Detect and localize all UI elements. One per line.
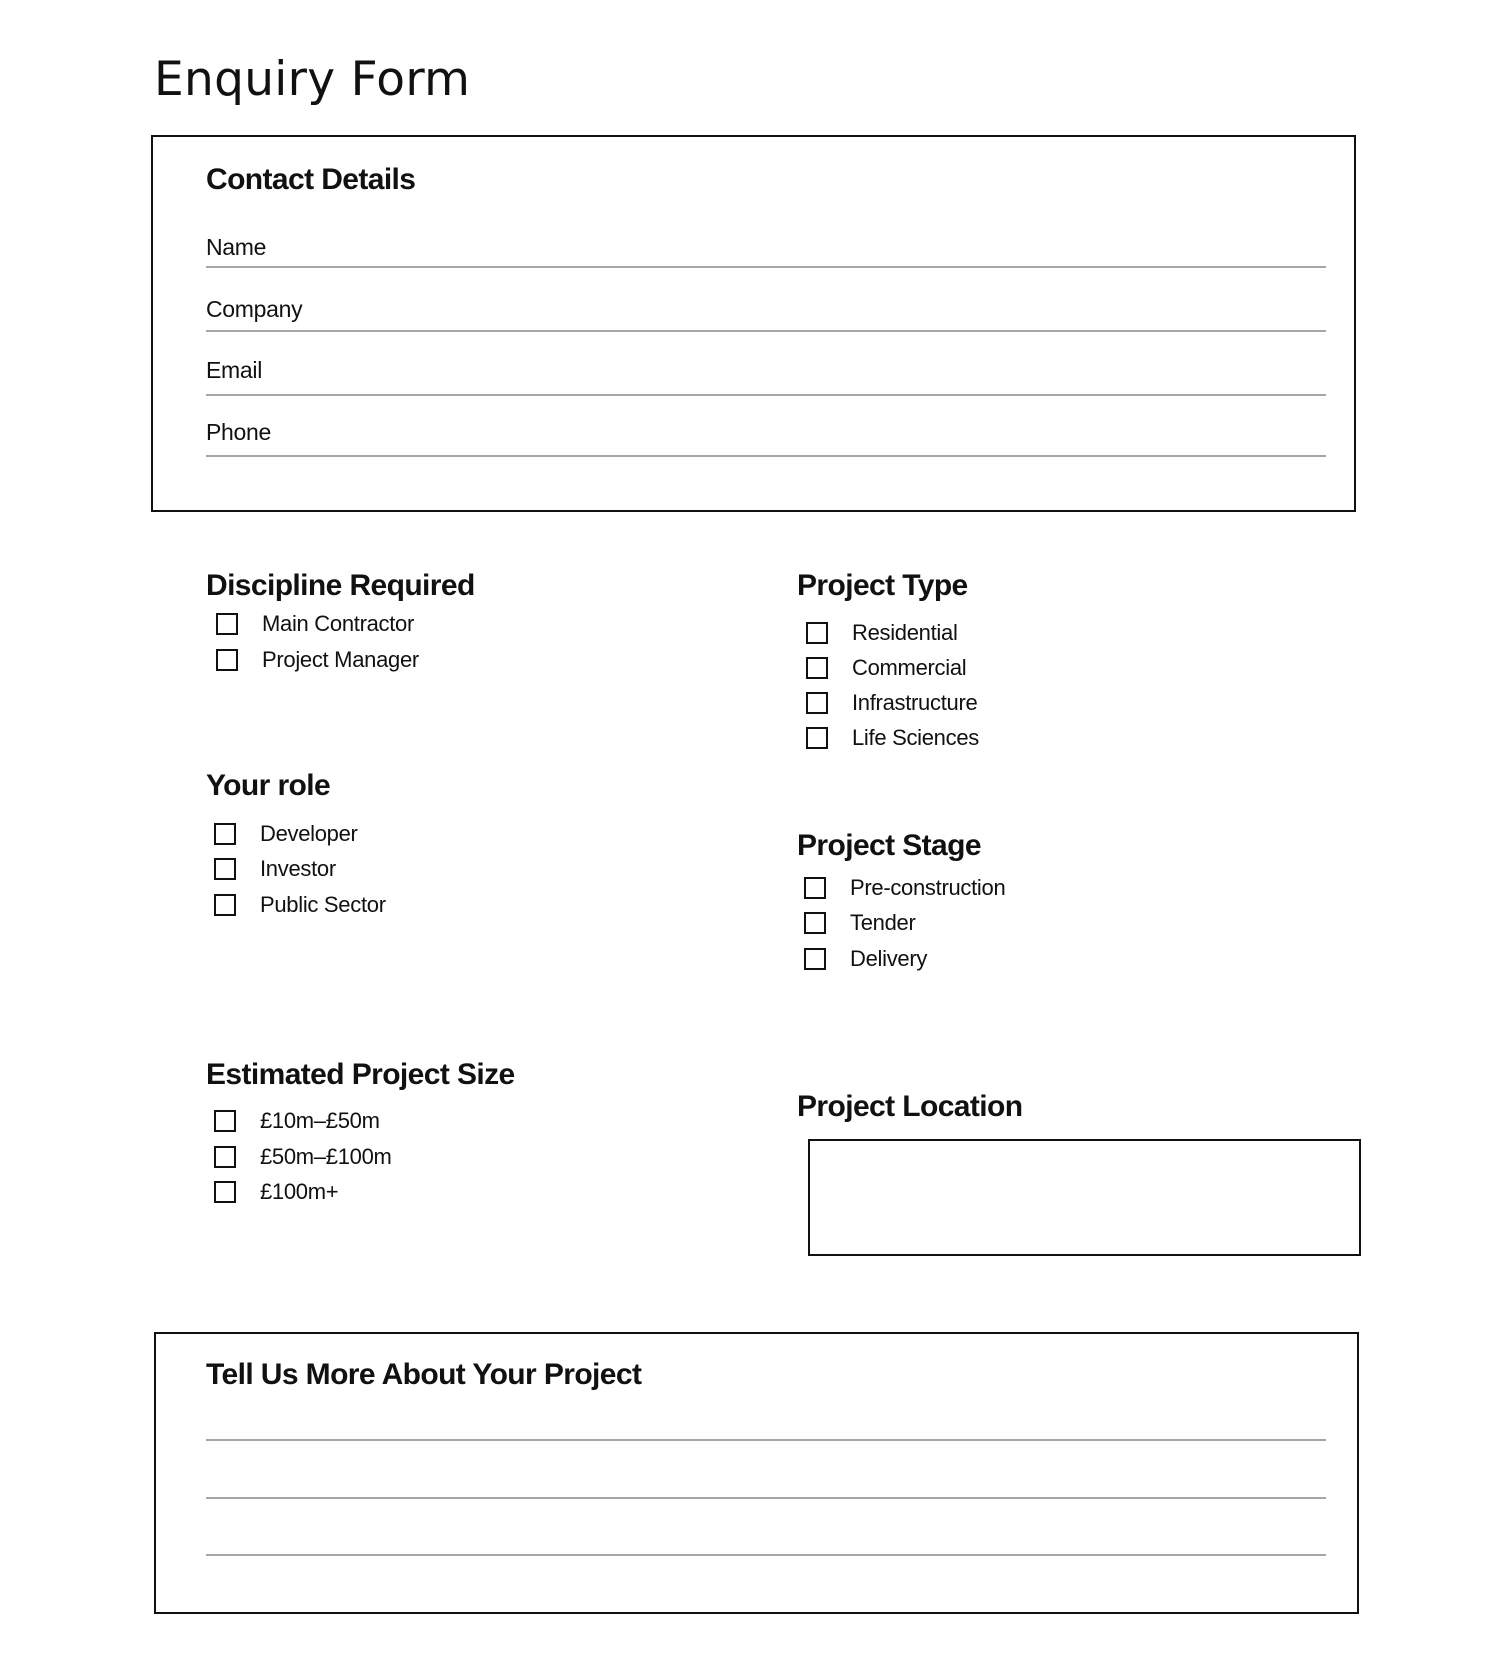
checkbox[interactable] (806, 692, 828, 714)
phone-label: Phone (206, 419, 272, 445)
project-type-heading: Project Type (797, 569, 968, 602)
role-option-developer[interactable] (214, 820, 358, 848)
project-type-option-infrastructure[interactable] (806, 689, 977, 717)
option-label: Delivery (850, 946, 928, 971)
project-details-line[interactable] (206, 1554, 1326, 1556)
size-option-10m-50m[interactable] (214, 1107, 380, 1135)
checkbox[interactable] (216, 649, 238, 671)
option-label: Investor (260, 856, 336, 881)
company-field[interactable] (206, 330, 1326, 332)
checkbox[interactable] (214, 823, 236, 845)
project-location-heading: Project Location (797, 1090, 1023, 1123)
phone-field[interactable] (206, 455, 1326, 457)
checkbox[interactable] (804, 877, 826, 899)
size-option-50m-100m[interactable] (214, 1143, 392, 1171)
option-label: £50m–£100m (260, 1144, 392, 1169)
checkbox[interactable] (804, 912, 826, 934)
checkbox[interactable] (804, 948, 826, 970)
project-stage-option-tender[interactable] (804, 909, 915, 937)
tell-us-more-heading: Tell Us More About Your Project (206, 1358, 642, 1391)
name-label: Name (206, 234, 267, 260)
checkbox[interactable] (806, 657, 828, 679)
project-location-input[interactable] (808, 1139, 1361, 1256)
checkbox[interactable] (214, 1146, 236, 1168)
option-label: £100m+ (260, 1179, 339, 1204)
option-label: Developer (260, 821, 358, 846)
project-stage-heading: Project Stage (797, 829, 981, 862)
checkbox[interactable] (806, 727, 828, 749)
discipline-option-project-manager[interactable] (216, 646, 419, 674)
project-stage-option-pre-construction[interactable] (804, 874, 1005, 902)
option-label: £10m–£50m (260, 1108, 380, 1133)
option-label: Life Sciences (852, 725, 979, 750)
checkbox[interactable] (216, 613, 238, 635)
project-size-heading: Estimated Project Size (206, 1058, 515, 1091)
option-label: Pre-construction (850, 875, 1006, 900)
option-label: Public Sector (260, 892, 386, 917)
role-heading: Your role (206, 769, 331, 802)
option-label: Residential (852, 620, 958, 645)
role-option-investor[interactable] (214, 855, 336, 883)
checkbox[interactable] (214, 1181, 236, 1203)
role-option-public-sector[interactable] (214, 891, 386, 919)
project-type-option-life-sciences[interactable] (806, 724, 979, 752)
project-stage-option-delivery[interactable] (804, 945, 927, 973)
project-details-line[interactable] (206, 1439, 1326, 1441)
name-field[interactable] (206, 266, 1326, 268)
size-option-100m-plus[interactable] (214, 1178, 338, 1206)
discipline-option-main-contractor[interactable] (216, 610, 414, 638)
contact-details-heading: Contact Details (206, 163, 416, 196)
checkbox[interactable] (214, 858, 236, 880)
email-field[interactable] (206, 394, 1326, 396)
checkbox[interactable] (806, 622, 828, 644)
project-type-option-commercial[interactable] (806, 654, 966, 682)
option-label: Commercial (852, 655, 967, 680)
option-label: Tender (850, 910, 916, 935)
project-details-line[interactable] (206, 1497, 1326, 1499)
discipline-heading: Discipline Required (206, 569, 475, 602)
option-label: Infrastructure (852, 690, 978, 715)
company-label: Company (206, 296, 303, 322)
checkbox[interactable] (214, 1110, 236, 1132)
checkbox[interactable] (214, 894, 236, 916)
project-type-option-residential[interactable] (806, 619, 958, 647)
email-label: Email (206, 357, 263, 383)
option-label: Main Contractor (262, 611, 415, 636)
option-label: Project Manager (262, 647, 419, 672)
page-title: Enquiry Form (154, 52, 471, 107)
